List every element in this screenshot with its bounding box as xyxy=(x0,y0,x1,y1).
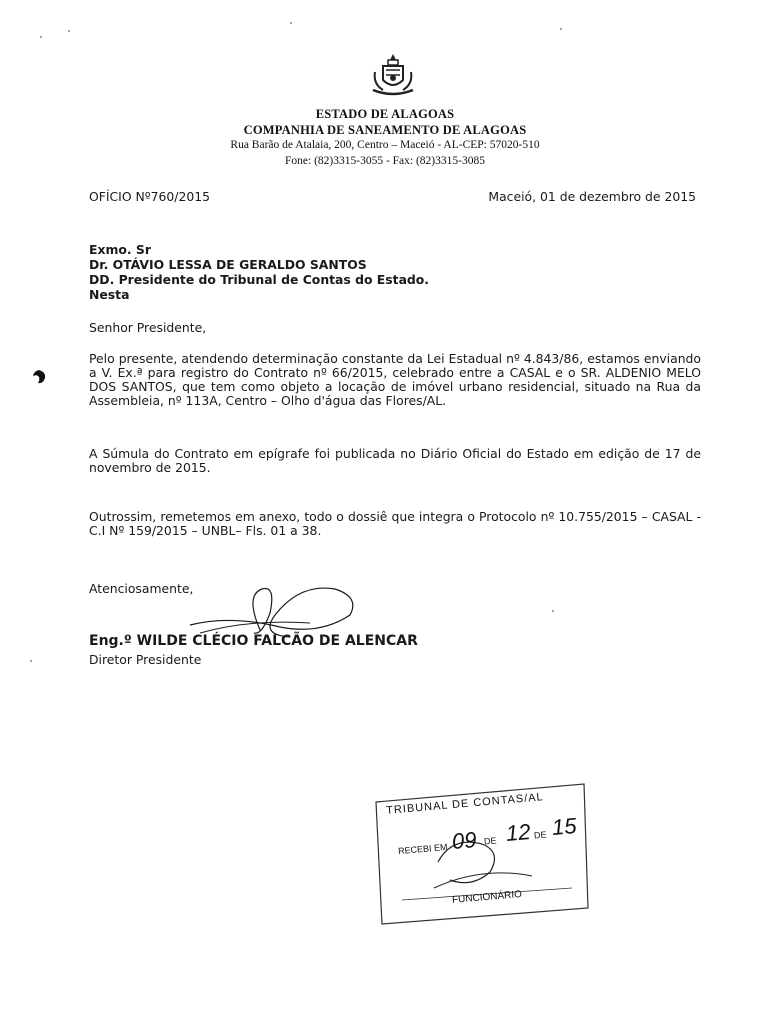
stamp-organization: TRIBUNAL DE CONTAS/AL xyxy=(385,791,545,817)
scan-speck xyxy=(290,22,292,24)
paragraph-3: Outrossim, remetemos em anexo, todo o dossiê que integra o Protocolo nº 10.755/2015 – CASAL - C.I Nº 159/2015 – UNBL– Fls. 01 a 38. xyxy=(89,509,701,538)
place-date: Maceió, 01 de dezembro de 2015 xyxy=(488,189,696,204)
farewell: Atenciosamente, xyxy=(89,581,194,596)
paragraph-2: A Súmula do Contrato em epígrafe foi publicada no Diário Oficial do Estado em edição de 17 de novembro de 2015. xyxy=(89,446,701,475)
recipient-role: DD. Presidente do Tribunal de Contas do Estado. xyxy=(89,272,430,287)
scan-speck xyxy=(40,36,42,38)
state-coat-of-arms-icon xyxy=(369,52,417,98)
stamp-received-label: RECEBI EM xyxy=(397,841,448,857)
received-stamp xyxy=(372,776,590,926)
recipient-location: Nesta xyxy=(89,287,130,302)
recipient-salutation: Exmo. Sr xyxy=(89,242,151,257)
stamp-de-1: DE xyxy=(483,835,497,847)
state-name: ESTADO DE ALAGOAS xyxy=(315,107,455,121)
signer-name: Eng.º WILDE CLÉCIO FALCÃO DE ALENCAR xyxy=(89,633,418,649)
company-phone: Fone: (82)3315-3055 - Fax: (82)3315-3085 xyxy=(285,155,485,167)
scan-speck xyxy=(560,28,562,30)
stamp-month: 12 xyxy=(504,818,532,847)
greeting: Senhor Presidente, xyxy=(89,320,207,335)
stamp-official-label: FUNCIONÁRIO xyxy=(451,888,523,907)
company-name: COMPANHIA DE SANEAMENTO DE ALAGOAS xyxy=(243,123,527,137)
stamp-de-2: DE xyxy=(533,829,547,841)
scan-speck xyxy=(552,610,554,612)
stamp-year: 15 xyxy=(550,812,578,841)
paragraph-1: Pelo presente, atendendo determinação constante da Lei Estadual nº 4.843/86, estamos enviando a V. Ex.ª para registro do Contrato nº 66/2015, celebrado entre a CASAL e o SR. ALDENIO MELO DOS SANTOS, que tem como objeto a locação de imóvel urbano residencial, situado na Rua da Assembleia, nº 113A, Centro – Olho d'água das Flores/AL. xyxy=(89,351,701,408)
scan-speck xyxy=(68,30,70,32)
company-address: Rua Barão de Atalaia, 200, Centro – Maceió - AL-CEP: 57020-510 xyxy=(230,139,540,151)
scan-smudge-icon xyxy=(30,368,48,386)
signer-title: Diretor Presidente xyxy=(89,652,202,667)
scan-speck xyxy=(30,660,32,662)
stamp-day: 09 xyxy=(450,826,478,855)
recipient-name: Dr. OTÁVIO LESSA DE GERALDO SANTOS xyxy=(89,257,367,272)
letter-number: OFÍCIO Nº760/2015 xyxy=(89,189,210,204)
